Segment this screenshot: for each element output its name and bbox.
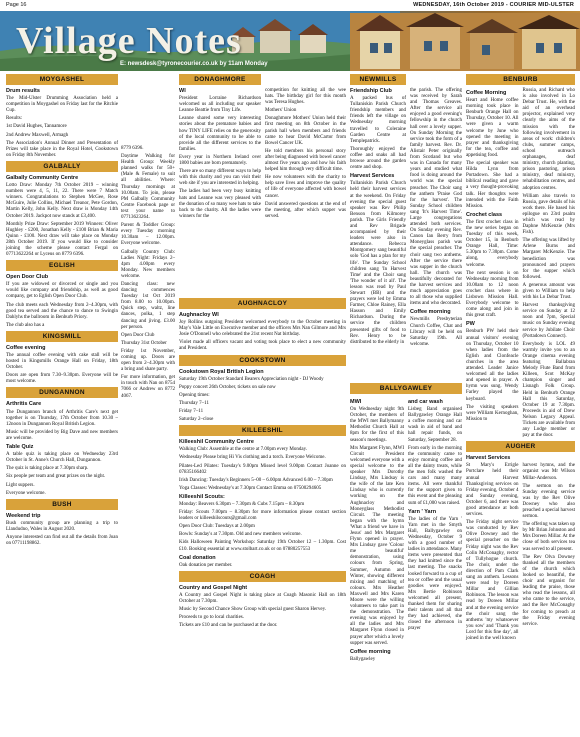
paragraph: Dancing class: new dancing commences Tuesday 1st Oct 2019 from 8.00 to 10.00pm. Quick step, waltz, line dances, polka, 1 step dancing and jiving. £3.00 per person. [121, 281, 175, 330]
subheading: and car wash [408, 399, 443, 405]
paragraph: A generous amount was given to William to help with his Lo Debar Trust. [522, 282, 575, 301]
paragraph: Joy Rollins outgoing President welcomed everybody to the October meeting in May's Vale Little on Executive member and the officers Mrs Nan Gilmore and Mrs Josie O'Donnell who celebrated the 21st recent Nat birthday. [179, 320, 346, 338]
paragraph: harvest hymns, and the organist was Mr Wilson Millar-Anderson. [522, 463, 575, 481]
column-2-3-lower [179, 298, 346, 631]
paragraph: The Friday night service was conducted by Rev Olive Downey and the special preacher on the Friday night was the Rev Colin McConaghy, rector of Tullyhogue church. The choir, under the direction of Pam Clark sang an anthem. Lessons were read by Doreen Millar and Gillian Robinson. The lesson was read by Doreen Millar and at the evening service the choir sang the anthems 'my whatsoever you sow' and 'Thank you Lord for this fine day', all joined in the well known [466, 520, 519, 641]
paragraph: Friday: Scouts 7.00pm – 8.30pm for more information please contact section leaders or killeeshilscouts@gmail.com [179, 510, 346, 522]
section-heading-aughnacloy: AUGHNACLOY [179, 298, 346, 309]
subheading: Open Door Club [6, 274, 49, 281]
paragraph: Results: [6, 116, 23, 122]
paragraph: Six people per team and great prizes on the night. [6, 474, 106, 480]
paragraph: The ladies of the Yarn ' Yarn met in the Smyth Hall, Ballygawley on Wednesday, October 9 with a good number of ladies in attendance. Many items were presented that they had knitted since the last meeting. The snacks looked forward to a cup of tea or coffee and the usual goodies were enjoyed. Mrs Bertie Robinson welcomed all present, thanked them for sharing their talents and all that they had achieved, she closed the afternoon in prayer [408, 516, 462, 632]
paragraph: On Wednesday night 9th October, the members of the MWI met Ballymanny Methodist Church Hall at 8pm for the first of this season's meetings. [350, 407, 404, 443]
paragraph: Benburb PW held their annual visitors' evening on Thursday, October 10 when ladies from the Eglish and Clonfeacle churches in the area attended. Leader Janice welcomed all the ladies and opened in prayer. A hymn was sung. Wendy Farley played the keyboard. [466, 329, 519, 402]
subheading: Arthritis Care [6, 401, 42, 408]
paragraph: Parent & Toddler Group: every Tuesday morning 10.30am – 12.00pm. Everyone welcome. [121, 223, 175, 247]
paragraph: For more information, get in touch with Nan on 8754 7066 or Andrew on 8772 4067. [121, 375, 175, 399]
paragraph: Irish Dancing: Tuesday's Beginners 5–00 – 6.00pm Advanced 6.00 – 7.30pm [179, 477, 333, 483]
subheading: Friendship Club [350, 88, 392, 94]
paragraph: If you are widowed or divorced or single and you would like company and friendship, as well as good company, get to Eglish Open Door Club. [6, 282, 118, 300]
paragraph: competition for knitting all the wee hats. The birthday girl for this month was Teresa Hughes. [265, 88, 346, 106]
paragraph: Leanne shared some very interesting stories about the premature babies and how TINY LIFE relies on the generosity of the local community to be able to provide all the different services to the families. [179, 116, 261, 152]
paragraph: Bush community group are planning a trip to Llandudno, Wales in August 2020. [6, 520, 118, 532]
paragraph: Saturday 19th October Standard Bearers Appreciation night - DJ Woody [179, 376, 324, 382]
paragraph: Ballygawley [350, 656, 376, 662]
paragraph: Thoroughly enjoyed the coffee and snaks all had browse around the garden centre and shop. [350, 146, 406, 171]
section-heading-galbally: GALBALLY [6, 161, 118, 172]
paragraph: Open Door Club [121, 332, 155, 338]
subheading: Harvest Services [466, 455, 511, 462]
paragraph: Wednesday Please bring Hi Vis clothing and a torch. Everyone Welcome. [179, 455, 326, 461]
page-number: Page 16 [6, 1, 27, 8]
page-header [0, 0, 580, 9]
subheading: Coffee morning [410, 309, 451, 316]
column-1b [121, 146, 175, 402]
paragraph: Violet made all officers vacant and voting took place to elect a new community and President. [179, 340, 346, 352]
section-heading-augher: AUGHER [466, 441, 575, 452]
paragraph: Lisbeg Band organised Ballygawley Orange Hall a coffee morning and car wash in aid of band and hall repair funds, on Saturday, September 28. [408, 407, 462, 443]
paragraph: Russia, and Richard who is also involved in Lo Debar Trust. He, with the aid of an overhead projector, explained very clearly the aims of the mission with the following involvement in areas of work: children's clubs, summer camps, school outreach orphanages, deaf ministry, church planting, prison pastoring, prison ministry, deaf ministry, rehabilitation centres, and adoption centres. [522, 88, 575, 191]
section-heading-kingsmill: KINGSMILL [6, 331, 118, 342]
section-heading-cookstown: COOKSTOWN [179, 355, 346, 366]
paragraph: Daytime Walking for Health Group: Weekly planned walks for 50+ (Male & Female) to suit all abilities. Where: Thursday mornings at 10.00am. To join, please PM Galbally Community Centre Facebook page or text your name to 07713623264. [121, 154, 175, 221]
paragraph: The quiz is taking place at 7.30pm sharp. [6, 466, 89, 472]
paragraph: The next session is on Wednesday morning from 10.00am to 12 noon crochet class where in Lisbown Mission Hall. Everybody welcome to come along and join in this great craft. [466, 270, 519, 319]
paragraph: Light suppers. [6, 482, 35, 488]
column-3 [265, 88, 346, 222]
column-1 [6, 74, 118, 549]
column-5 [410, 88, 462, 350]
section-heading-dungannon: DUNGANNON [6, 387, 118, 398]
paragraph: 8779 6396. [121, 146, 144, 151]
subheading: Killeeshil Community Centre [179, 439, 254, 446]
paragraph: Yoga Classes: Wednesday's at 7.30pm Contact Emma on 07500294605 [179, 485, 322, 491]
paragraph: The Mid-Ulster Drumming Association held a competition in Moygashel on Friday last for the Ritchie Cup. [6, 96, 118, 114]
subheading: Drum results [6, 88, 40, 94]
paragraph: Harvest thanksgiving service on Sunday at 12 noon and 7pm, Special music on Sunday evening service by Jubilate Choir (Portadown Connect). [522, 303, 575, 339]
paragraph: The club also has a [6, 322, 45, 328]
paragraph: He told members his personal story after being diagnosed with bowel cancer almost five years ago and how his faith helped him through very difficult time. [265, 148, 346, 173]
subheading: Coffee Morning [466, 90, 507, 96]
paragraph: Everybody is LOL 49 warmly invite you to an Orange cinema evening featuring Ballabran Melody Flute Band from Killeen, Scot McKay champion singer and Lisnagh Folk Group. Held in Benburb Orange Hall this Saturday, October 19 at 7.30pm. Proceeds in aid of Drew Nelson Legacy Appeal. Tickets are available from any Lodge member or pay at the door. [522, 341, 575, 439]
paragraph: The offering was taken up by Mr Brian Johnston and Mrs Doreen Millar. At the close of both services tea was served to all present. [522, 522, 575, 552]
subheading: PW [466, 321, 475, 328]
section-heading-coagh: COAGH [179, 571, 346, 582]
subheading: Weekend trip [6, 512, 41, 519]
paragraph: David answered questions at the end of the meeting, after which supper was served. [265, 201, 346, 219]
subheading: Yarn ' Yarn [408, 508, 437, 515]
paragraph: Monday: Beavers 6.30pm – 7.30pm & Cubs 7.15pm – 8.30pm [179, 501, 305, 507]
paragraph: Mothers' Union [265, 108, 297, 114]
section-heading-benburb: BENBURB [466, 74, 575, 85]
column-2 [179, 74, 261, 222]
paragraph: Newmills Presbyterian Church Coffee, Chat and Library will be held on Saturday 19th. All welcome. [410, 317, 462, 347]
paragraph: A table quiz is taking place on Wednesday 23rd October in St. Anne's Church Hall, Dungannon. [6, 452, 118, 464]
subheading: Table Quiz [6, 444, 34, 451]
paragraph: Opening times: [179, 392, 210, 398]
paragraph: The Rev Olva Downey thanked all the members of the church which looked so beautiful, the choir and organist for leading the praise, those who read the lessons, all who came to the service, and the Rev McConaghy for coming to preach at the Friday evening service. [522, 554, 575, 627]
section-heading-donaghmore: DONAGHMORE [179, 74, 261, 85]
paragraph: 2nd Andrew Maxwell, Armagh [6, 132, 69, 138]
paragraph: Saturday 2–close [179, 417, 214, 423]
paragraph: The special speaker was Hilda Lynn from Portadown. She had a biblical reading and gave a very thought-provoking talk. Her thoughts were intended with the Faith Mission. [466, 161, 519, 209]
paragraph: St Mary's Errigle Portclare held their annual Harvest Thanksgiving services on Friday evening, October 4 and Sunday evening, October 6, and there was good attendance at both services. [466, 463, 519, 518]
paragraph: The Association's Annual Dinner and Presentation of Prizes will take place in the Royal Hotel, Cookstown on Friday 8th November. [6, 140, 118, 158]
masthead-title: Village Notes [16, 20, 242, 62]
paragraph: A Country and Gospel Night is taking place at Coagh Masonic Hall on 18th October at 7.30pm. [179, 592, 346, 604]
paragraph: Proceeds to go to local charities. [179, 615, 244, 621]
paragraph: Thursday 7–11 [179, 400, 209, 406]
subheading: Cookstown Royal British Legion [179, 368, 264, 375]
paragraph: Walking Club: Assemble at the centre at 7.00pm every Monday. [179, 447, 307, 453]
paragraph: Thursday 31st October [121, 340, 167, 346]
section-heading-killeeshil: KILLEESHIL [179, 425, 346, 436]
paragraph: The ladies had been very busy knitting hats and Leanne was very pleased with the donation of so many wee hats to take back to the charity. All the ladies were winners for the [179, 189, 261, 219]
subheading: Galbally Community Centre [6, 174, 79, 181]
paragraph: There are so many different ways to help with this charity and you can visit their web site if you are interested in helping. [179, 169, 261, 187]
paragraph: Heart and Home coffee morning took place in Benburb Orange Hall on Thursday, October 10. All were given a warm welcome by June who opened the meeting in prayer and thanksgiving for the tea, coffee and appetising food. [466, 98, 519, 158]
paragraph: The sermon on the Sunday evening service was by the Rev Olive Downey who also preached a special harvest sermon. [522, 483, 575, 520]
paragraph: Friday 7–11 [179, 409, 204, 415]
paragraph: Poppy concert 26th October, tickets on sale now [179, 384, 276, 390]
subheading: Coal donation [179, 554, 216, 561]
masthead-email: E: newsdesk@tyronecourier.co.uk by 11am Monday [120, 61, 268, 67]
paragraph: Every year in Northern Ireland over 1800 babies are born prematurely. [179, 154, 261, 167]
subheading: Country and Gospel Night [179, 584, 248, 591]
paragraph: The Dungannon branch of Arthritis Care's next get together is on Thursday, 17th October from 10.30 – 12noon in Dungannon Royal British Legion. [6, 409, 118, 427]
section-heading-moygashel: MOYGASHEL [6, 74, 118, 85]
paragraph: 1st David Hughes, Tannamore [6, 124, 67, 130]
paragraph: William also travels to Russia, gave details of his work there. He based his epilogue on 23rd psalm which was read by Daphne McKenzie (Mrs Fish). [522, 193, 575, 236]
subheading: MWI [350, 399, 362, 405]
paragraph: Tullaniskin Parish Church held their harvest services at the weekend. On Friday evening the special guest speaker was Rev Philip Benson from Kilmorey parish. The Girls Friendly and Rev Brigade accompanied by their leaders were also in attendance. Rebecca Montgomery sang beautiful solo 'God has a plan for my life'. The Sunday School children sang 'In Harvest Time' and the Choir sang 'The wonder of it all'. The lesson was read by Paul Stewart (BB) and the prayers were led by Emma Farmer, Chloe Rainey, Ella Hasson and Emily Richardson. During the service the children presented gifts of food to Rev. Henry to be distributed to the elderly in [350, 181, 406, 345]
subheading: Aughnacloy WI [179, 312, 219, 318]
paragraph: Friday 1st November, coming up. Doors are open from 2–4.30pm with a bring and share party. [121, 348, 175, 373]
paragraph: He now volunteers with the charity to help save lives and improve the quality of life of everyone affected with bowel cancer. [265, 175, 346, 199]
paragraph: Donaghmore Mothers' Union held their first meeting on 8th October in the parish hall when members and friends came to hear David McCartor from Bowel Cancer UK. [265, 116, 346, 146]
masthead-banner [0, 11, 580, 71]
houses-illustration [350, 13, 580, 71]
paragraph: President Lorraine Richardson welcomed us all including our speaker Leanne Beattie from Tiny Life. [179, 96, 261, 114]
paragraph: Music by Second Chance Show Group with special guest Sharon Hervey. [179, 607, 327, 613]
paragraph: A packed bus of Tullaniskin Parish Church friendship members and friends left the village on Wednesday morning travelled to Coleraine Garden Centre at Templepatrick. [350, 96, 406, 144]
paragraph: Everyone welcome. [6, 490, 46, 496]
paragraph: Oak donation per member. [179, 562, 233, 568]
paragraph: The annual coffee evening with cake stall will be hosted in Kingsmills Orange Hall on Friday, 18th October. [6, 353, 118, 371]
paragraph: Galbally Country Club: Ladies Night: Fridays 2–4pm 4.00pm every Monday. New members welcome. [121, 249, 175, 279]
paragraph: Doors are open from 7.30–9.30pm. Everyone will be most welcome. [6, 373, 118, 385]
paragraph: Kids Halloween Painting Workshop: Saturday 19th October 12 – 1.30pm. Cost £10. Booking essential at www.stolbart.co.uk or on 07880257553 [179, 540, 346, 552]
paragraph: The first crochet class in the new series began on Tuesday of this week, October 15, in Benburb Orange Hall, Time: 5.30pm to 7.30pm. Come along, everybody welcome. [466, 219, 519, 268]
paragraph: Lotto Draw: Monday 7th October 2019 – winning numbers were 4, 5, 11, 22. There were 7 Match winners. Congratulations to Stephen McGee, Rose McGuire, Julie Collins, Michael Treanor, Pete Gordon, Martin Kelly, John Kelly. Next draw is Monday 14th October 2019. Jackpot now stands at £3,400. [6, 183, 118, 219]
paragraph: Music will be provided by Big Dave and new members are welcome. [6, 429, 118, 441]
paragraph: Open Door Club: Tuesdays at 2.00pm [179, 524, 255, 530]
subheading: Crochet class [466, 211, 503, 218]
section-heading-bush: BUSH [6, 499, 118, 510]
subheading: Harvest Services [350, 173, 395, 180]
subheading: Killeeshil Scouts: [179, 493, 225, 500]
paragraph: From early in the morning the community came to enjoy morning coffee and all the dainty treats, while the men folk washed the cars and many many items. All were thankful for the support given to this event and the pleasing sum of £1,000 was raised. [408, 445, 462, 506]
paragraph: Bowls: Sunday's at 7.30pm. Old and new members welcome. [179, 532, 302, 538]
column-4 [350, 74, 406, 348]
publication-line: WEDNESDAY, 16th October 2019 - COURIER MID-ULSTER [413, 1, 574, 8]
paragraph: The offering was lifted by Arlene Burns and Margaret McKenzie. The benediction was pronounced and prayers for the supper which followed. [522, 238, 575, 280]
paragraph: Pilates-Led Pilates: Tuesday's 9.00pm Missed level 9.00pm Contact Joanne on 07835166402 [179, 463, 346, 475]
section-heading-newmills: NEWMILLS [350, 74, 406, 85]
paragraph: Anyone interested can find out all the details from Joan on 07711198862. [6, 534, 118, 547]
paragraph: The visiting speakers were William Kernoghan, Mission to [466, 404, 519, 422]
paragraph: the parish. The offering was received by Sarah and Thomas Greaves. After the service all enjoyed a good evening's fellowship in the church hall over a lovely supper. On Sunday Morning the service took the form of a family harvest. Rev. Dr. Alistair Peter originally from Scotland but who was in Canada for many years and studied what food is doing around the world was the special preacher. The Choir sang the anthem 'Praise God for the harvest'. The Sunday School children sang 'It's Harvest Time'. Large congregations attended both services. On Sunday evening Rev. Canon Ian Berry from Moneyglass parish was the special preacher. The choir sang two anthems. After the service there was supper in the church hall. The church was beautifully decorated for the harvest services and much appreciation goes to all those who supplied items and who decorated. [410, 88, 462, 307]
subheading: Coffee morning [350, 648, 391, 655]
ballygawley-section [350, 383, 462, 665]
paragraph: Monthly Prize Draw: September 2019 Winners: Oliver Hughley - £200, Jonathan Kelly - £100 Brian & Maria Quinn - £100. Next draw will take place on Monday 28th October 2019. If you would like to consider joining the scheme please contact Fergal on 07713622264 or Lyceus on 8779 6396. [6, 221, 118, 258]
subheading: WI [179, 88, 186, 94]
column-6 [466, 74, 575, 644]
section-heading-eglish: EGLISH [6, 260, 118, 271]
subheading: Coffee evening [6, 344, 46, 351]
paragraph: The club meets each Wednesday from 2–4.30pm, with good tea served and the chance to dance to Swingin Dahlyhs the ballroom in Benburb Priory. [6, 302, 118, 320]
paragraph: Mrs Margaret Flynn, MWI Circuit President welcomed everyone with a special welcome to the speaker Mrs Dorothy Lindsay, Mrs Lindsay is the wife of the late Ken Lindsay who is currently working on the Aughnacloy and Moneyglass Methodist Circuit. The meeting began with the hymn 'What a friend we have in Jesus' and Mrs Margaret Flynn opened in prayer. Mrs Lindsay gave 'Colour me beautiful' demonstration, using colours from Spring, Summer, Autumn and Winter, showing different mixing and matching of colours. Mrs Heather Maxwell and Mrs Karen Moore were the willing volunteers to take part in the demonstration. The evening was enjoyed by all the ladies and Mrs Margaret Flynn closed in prayer after which a lovely supper was served. [350, 445, 404, 646]
paragraph: Tickets are £10 and can be purchased at the door. [179, 623, 278, 629]
section-heading-ballygawley: BALLYGAWLEY [350, 383, 462, 394]
